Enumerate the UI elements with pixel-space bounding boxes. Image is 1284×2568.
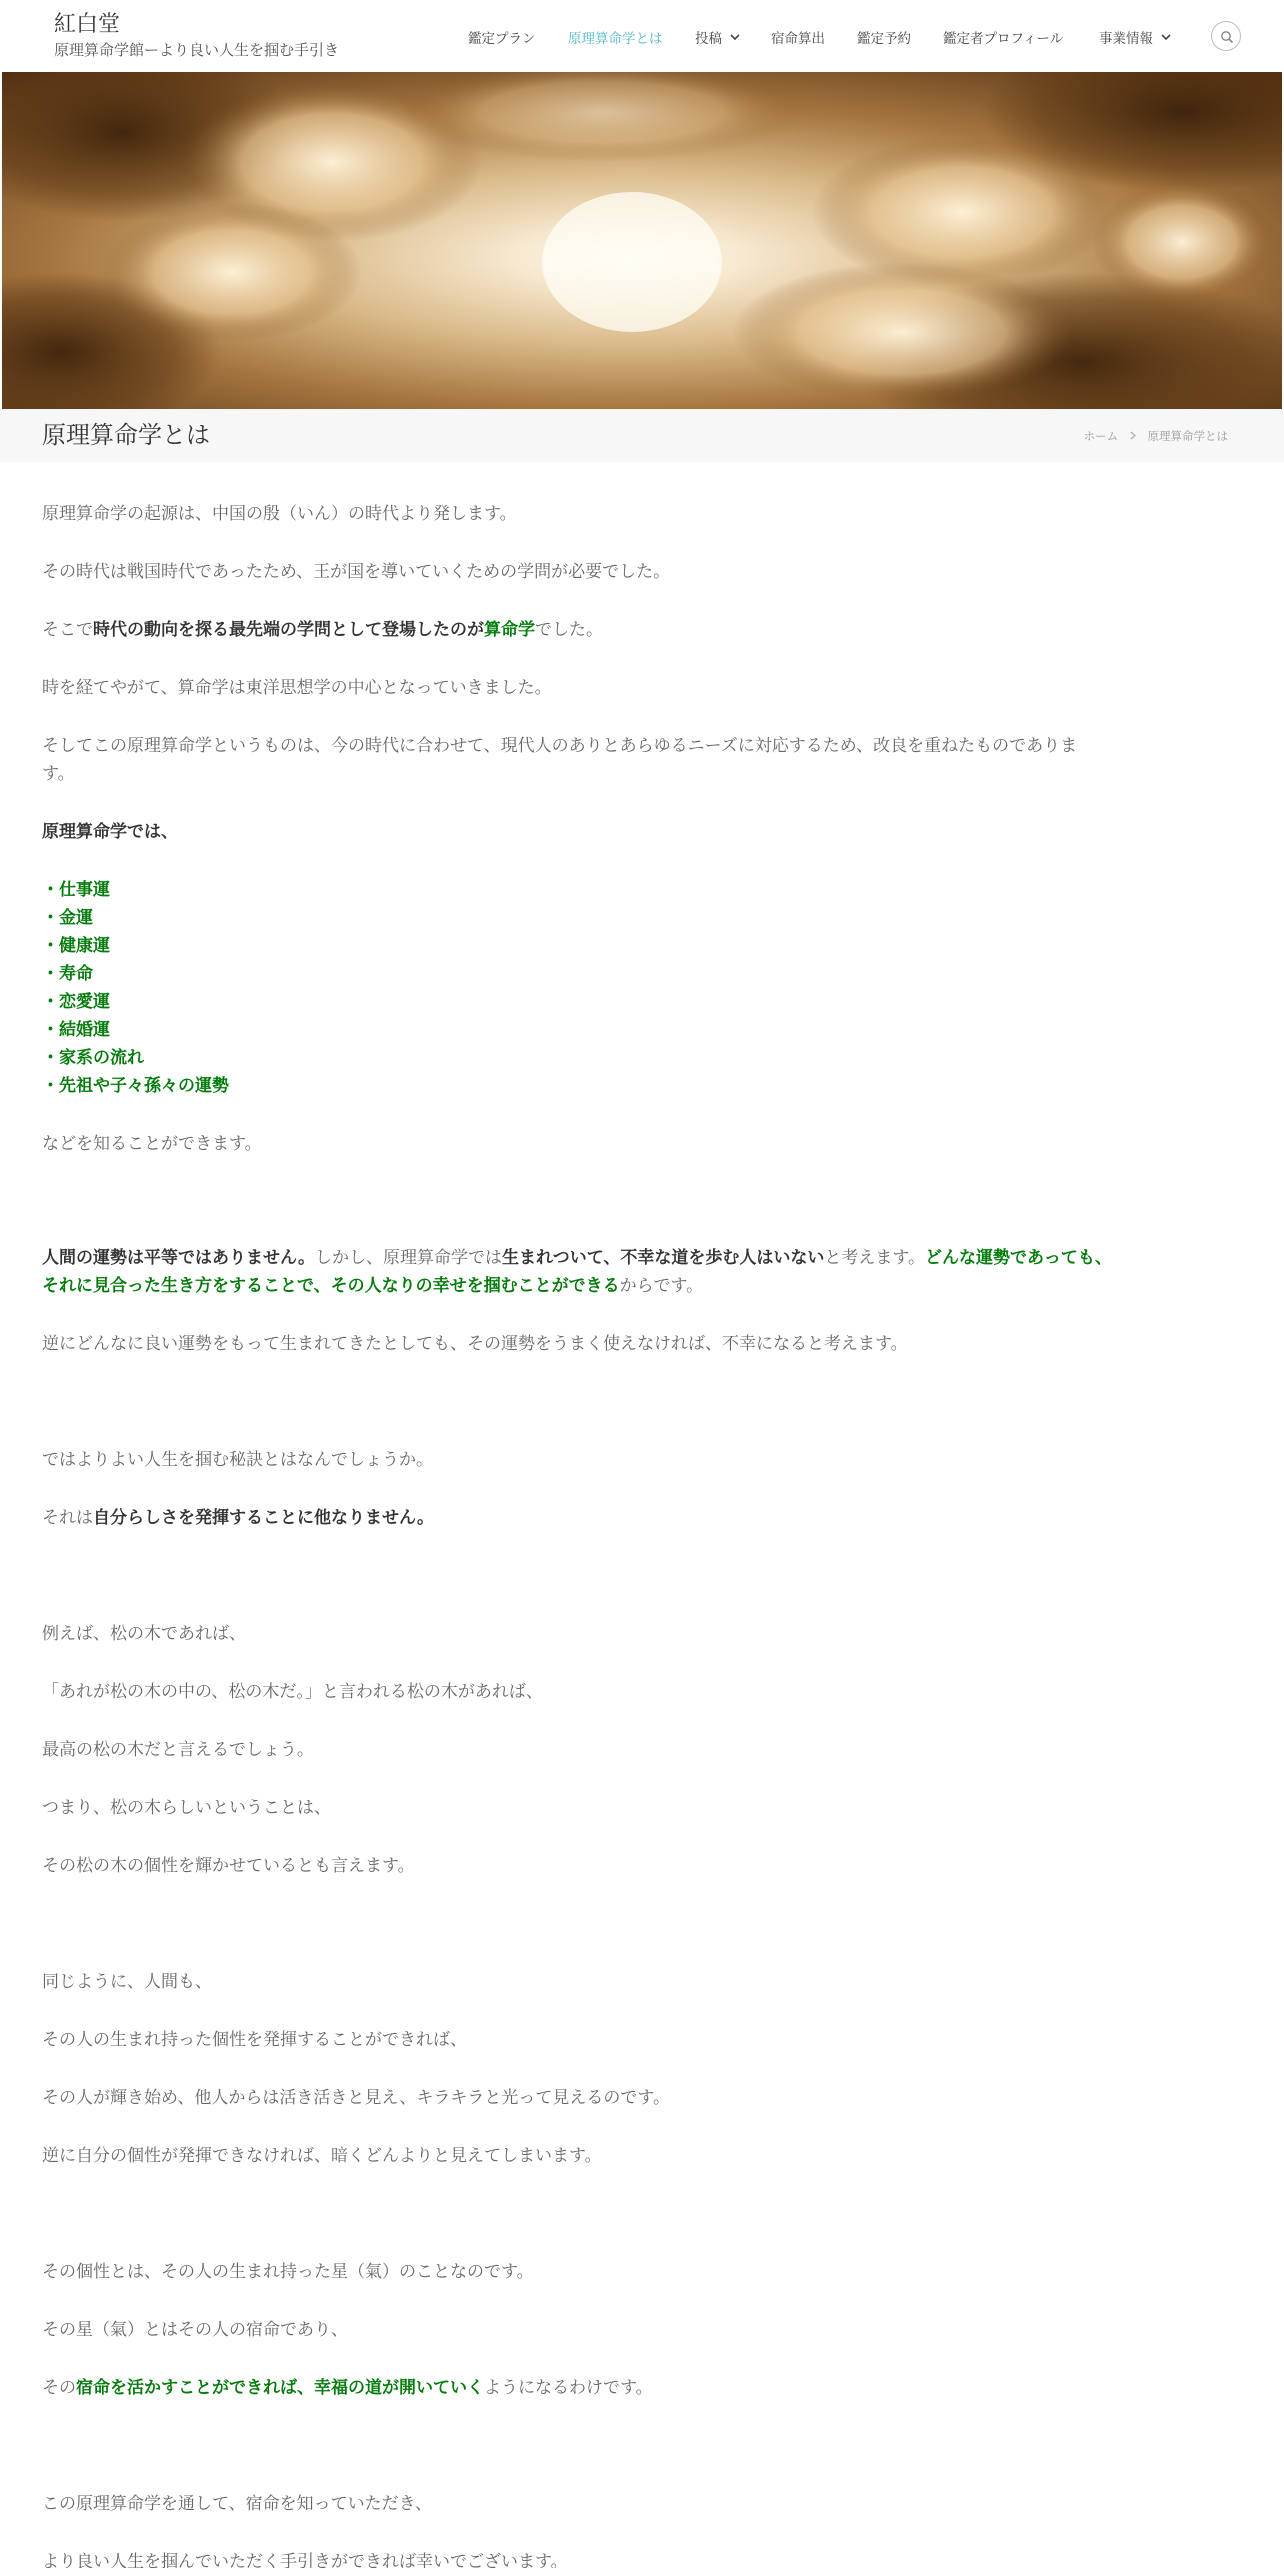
bullet: ・: [42, 1048, 59, 1068]
hero-image: [2, 72, 1282, 409]
text-span: しかし、原理算命学では: [315, 1248, 503, 1268]
list-item: [42, 1044, 144, 1072]
paragraph: この原理算命学を通して、宿命を知っていただき、: [42, 2494, 432, 2514]
bold-text: 時代の動向を探る最先端の学問として登場したのが: [93, 620, 484, 640]
bullet: ・: [42, 1076, 59, 1096]
chevron-down-icon: [1161, 34, 1171, 41]
paragraph: [42, 2374, 653, 2402]
bold-text: 生まれついて、不幸な道を歩む人はいない: [502, 1248, 825, 1268]
text-span: でした。: [535, 620, 603, 640]
paragraph: 逆に自分の個性が発揮できなければ、暗くどんよりと見えてしまいます。: [42, 2146, 602, 2166]
paragraph: つまり、松の木らしいということは、: [42, 1798, 331, 1818]
list-item: [42, 904, 93, 932]
text-span: それは: [42, 1508, 93, 1528]
paragraph: 原理算命学の起源は、中国の殷（いん）の時代より発します。: [42, 504, 517, 524]
bullet: ・: [42, 880, 59, 900]
nav-item-profile[interactable]: 鑑定者プロフィール: [943, 31, 1064, 47]
breadcrumb: [1084, 428, 1228, 444]
list-item-label: 金運: [59, 908, 93, 928]
paragraph: [42, 616, 603, 644]
list-item: [42, 932, 110, 960]
list-item: [42, 960, 93, 988]
bullet: ・: [42, 992, 59, 1012]
paragraph: 「あれが松の木の中の、松の木だ。」と言われる松の木があれば、: [42, 1682, 543, 1702]
list-item-label: 家系の流れ: [59, 1048, 144, 1068]
paragraph: 原理算命学では、: [42, 822, 178, 842]
highlight-text: それに見合った生き方をすることで、その人なりの幸せを掴むことができる: [42, 1276, 620, 1296]
bullet: ・: [42, 1020, 59, 1040]
text-span: と考えます。: [824, 1248, 925, 1268]
breadcrumb-current: 原理算命学とは: [1147, 429, 1228, 443]
breadcrumb-home[interactable]: ホーム: [1083, 429, 1119, 443]
nav-item-calc[interactable]: 宿命算出: [771, 31, 825, 47]
bold-text: 自分らしさを発揮することに他なりません。: [93, 1508, 435, 1528]
text-span: その: [42, 2378, 76, 2398]
bullet: ・: [42, 908, 59, 928]
text-span: からです。: [619, 1276, 704, 1296]
site-header: [0, 0, 1284, 72]
paragraph: その個性とは、その人の生まれ持った星（氣）のことなのです。: [42, 2262, 534, 2282]
chevron-right-icon: [1130, 429, 1136, 443]
paragraph: 例えば、松の木であれば、: [42, 1624, 246, 1644]
paragraph: その人の生まれ持った個性を発揮することができれば、: [42, 2030, 467, 2050]
list-item: [42, 876, 110, 904]
text-span: そこで: [42, 620, 93, 640]
bullet: ・: [42, 936, 59, 956]
text-span: ようになるわけです。: [484, 2378, 653, 2398]
nav-item-plans[interactable]: 鑑定プラン: [468, 31, 536, 47]
paragraph: より良い人生を掴んでいただく手引きができれば幸いでございます。: [42, 2552, 568, 2568]
paragraph: そしてこの原理算命学というものは、今の時代に合わせて、現代人のありとあらゆるニーズに対応するため、改良を重ねたものでありま: [42, 736, 1078, 756]
chevron-down-icon: [730, 34, 740, 41]
paragraph: 同じように、人間も、: [42, 1972, 212, 1992]
paragraph: などを知ることができます。: [42, 1134, 262, 1154]
nav-item-posts[interactable]: [695, 27, 740, 47]
page-title: 原理算命学とは: [42, 421, 210, 449]
highlight-text: どんな運勢であっても、: [925, 1248, 1112, 1268]
list-item-label: 先祖や子々孫々の運勢: [59, 1076, 229, 1096]
paragraph: 時を経てやがて、算命学は東洋思想学の中心となっていきました。: [42, 678, 552, 698]
list-item-label: 恋愛運: [59, 992, 110, 1012]
site-title[interactable]: 紅白堂: [54, 12, 121, 37]
list-item: [42, 1072, 229, 1100]
site-tagline: 原理算命学館ーより良い人生を掴む手引き: [54, 41, 340, 59]
nav-item-about[interactable]: 原理算命学とは: [568, 31, 663, 47]
list-item-label: 健康運: [59, 936, 110, 956]
page-title-bar: [0, 409, 1284, 462]
bullet: ・: [42, 964, 59, 984]
paragraph: その松の木の個性を輝かせているとも言えます。: [42, 1856, 415, 1876]
paragraph: その人が輝き始め、他人からは活き活きと見え、キラキラと光って見えるのです。: [42, 2088, 670, 2108]
site-brand[interactable]: [54, 10, 339, 60]
list-item: [42, 1016, 110, 1044]
list-item-label: 寿命: [59, 964, 93, 984]
nav-item-booking[interactable]: 鑑定予約: [857, 31, 911, 47]
paragraph: 逆にどんなに良い運勢をもって生まれてきたとしても、その運勢をうまく使えなければ、不幸になると考えます。: [42, 1334, 908, 1354]
list-item-label: 結婚運: [59, 1020, 110, 1040]
paragraph: ではよりよい人生を掴む秘訣とはなんでしょうか。: [42, 1450, 433, 1470]
paragraph: す。: [42, 764, 75, 784]
nav-item-business-label: 事業情報: [1099, 31, 1153, 47]
bold-text: 人間の運勢は平等ではありません。: [42, 1248, 316, 1268]
paragraph: その時代は戦国時代であったため、王が国を導いていくための学問が必要でした。: [42, 562, 671, 582]
highlight-text: 宿命を活かすことができれば、幸福の道が開いていく: [76, 2378, 484, 2398]
paragraph: [42, 1504, 434, 1532]
paragraph: [42, 1272, 703, 1300]
list-item-label: 仕事運: [59, 880, 110, 900]
paragraph: 最高の松の木だと言えるでしょう。: [42, 1740, 314, 1760]
paragraph: その星（氣）とはその人の宿命であり、: [42, 2320, 348, 2340]
search-icon: [1220, 30, 1234, 44]
list-item: [42, 988, 110, 1016]
nav-item-posts-label: 投稿: [695, 31, 722, 47]
nav-item-business[interactable]: [1099, 27, 1171, 47]
highlight-text: 算命学: [484, 620, 535, 640]
paragraph: [42, 1244, 1112, 1272]
search-button[interactable]: [1211, 21, 1241, 51]
hero-sky-clouds: [2, 72, 1282, 409]
